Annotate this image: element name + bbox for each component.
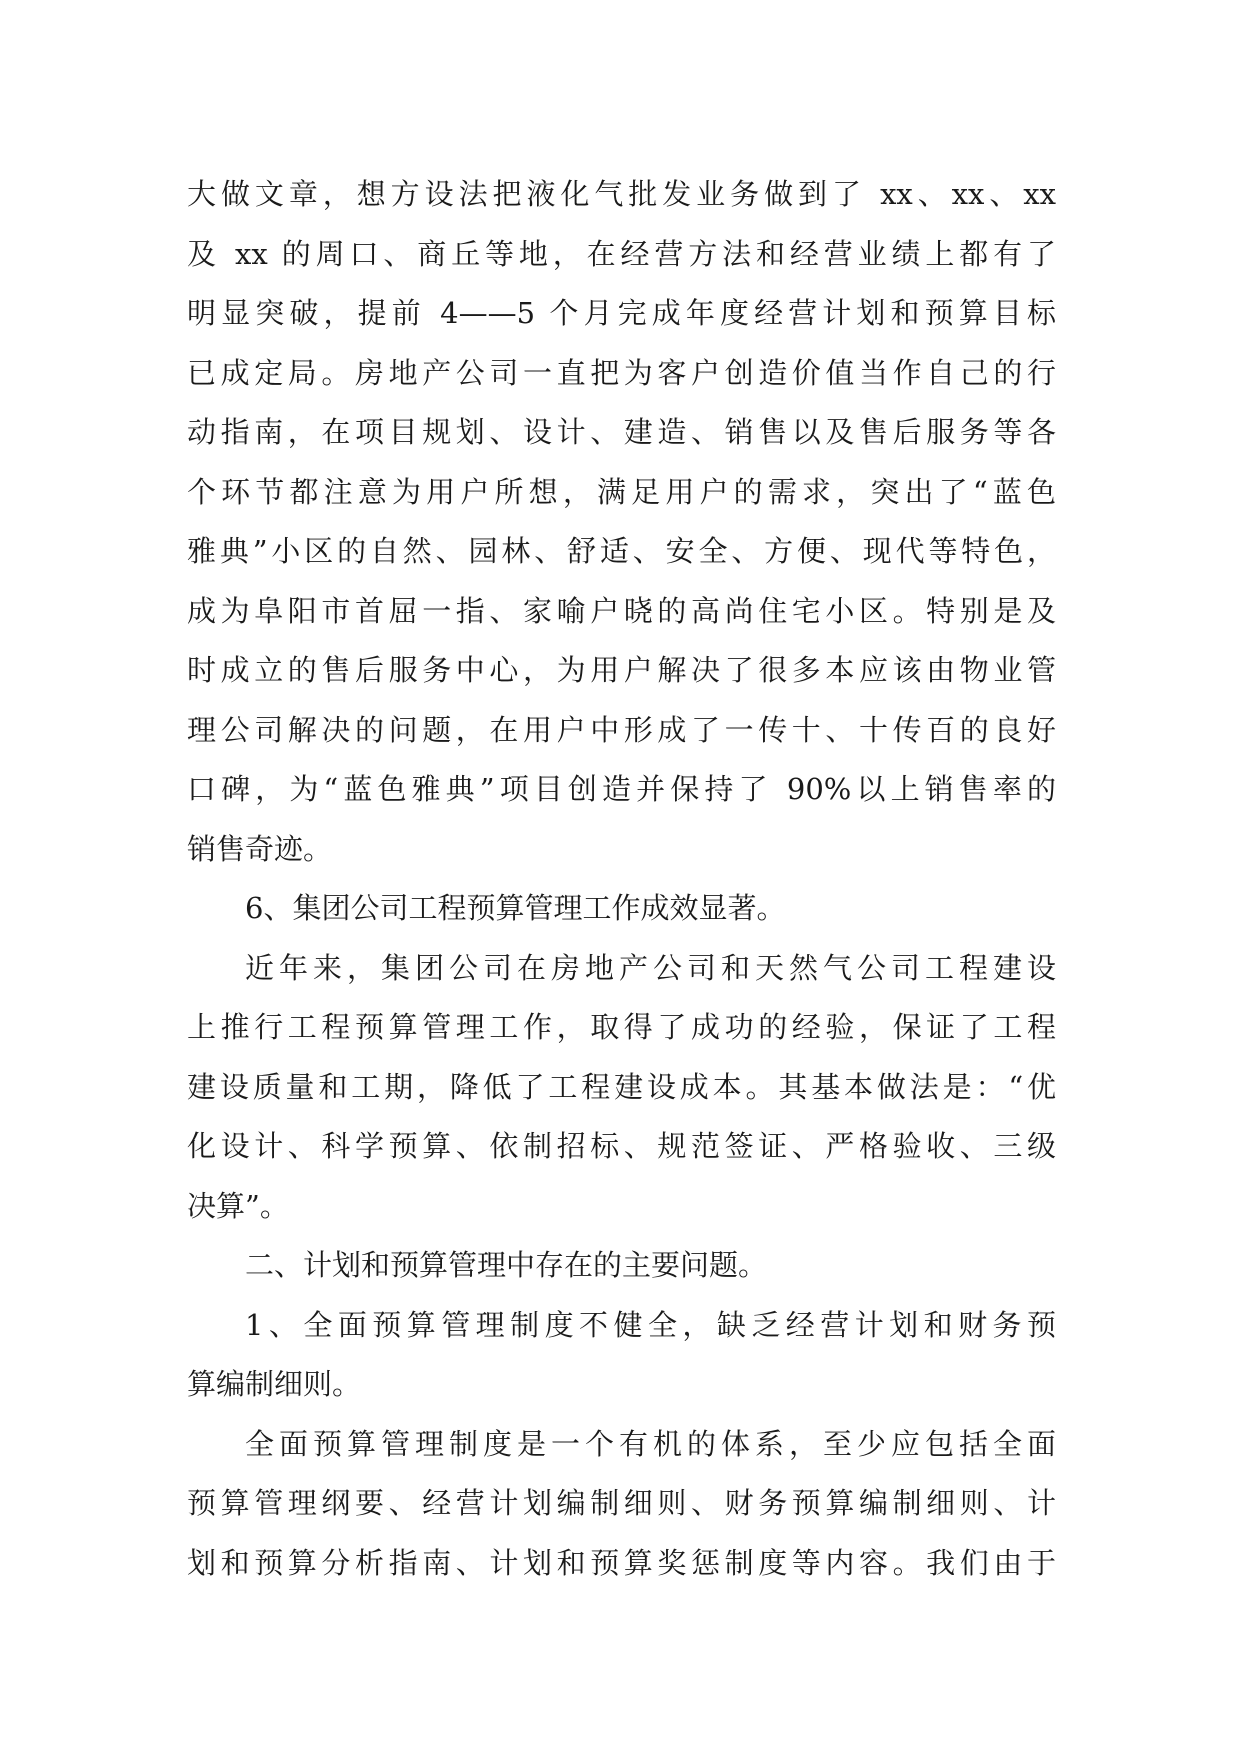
text-line: 大做文章，想方设法把液化气批发业务做到了 xx、xx、xx xyxy=(187,177,1056,211)
text-line: 建设质量和工期，降低了工程建设成本。其基本做法是：“优 xyxy=(187,1069,1056,1104)
text-line: 全面预算管理制度是一个有机的体系，至少应包括全面 xyxy=(245,1426,1056,1461)
text-line: 算编制细则。 xyxy=(187,1367,362,1401)
section-heading: 1、全面预算管理制度不健全，缺乏经营计划和财务预 xyxy=(245,1307,1056,1342)
text-line: 销售奇迹。 xyxy=(187,831,333,866)
text-line: 近年来，集团公司在房地产公司和天然气公司工程建设 xyxy=(245,950,1056,985)
text-line: 理公司解决的问题，在用户中形成了一传十、十传百的良好 xyxy=(187,712,1056,747)
text-line: 决算”。 xyxy=(187,1188,289,1223)
text-line: 时成立的售后服务中心，为用户解决了很多本应该由物业管 xyxy=(187,653,1056,687)
text-line: 划和预算分析指南、计划和预算奖惩制度等内容。我们由于 xyxy=(187,1545,1056,1580)
text-line: 及 xx 的周口、商丘等地，在经营方法和经营业绩上都有了 xyxy=(187,236,1056,271)
document-body xyxy=(187,165,1056,1593)
text-line: 预算管理纲要、经营计划编制细则、财务预算编制细则、计 xyxy=(187,1486,1056,1520)
text-line: 化设计、科学预算、依制招标、规范签证、严格验收、三级 xyxy=(187,1129,1056,1163)
text-line: 口碑，为“蓝色雅典”项目创造并保持了 90%以上销售率的 xyxy=(187,772,1056,806)
text-line: 成为阜阳市首屈一指、家喻户晓的高尚住宅小区。特别是及 xyxy=(187,593,1056,628)
text-line: 雅典”小区的自然、园林、舒适、安全、方便、现代等特色， xyxy=(187,534,1056,568)
text-line: 明显突破，提前 4——5 个月完成年度经营计划和预算目标 xyxy=(187,296,1056,330)
section-heading: 二、计划和预算管理中存在的主要问题。 xyxy=(245,1248,768,1282)
text-line: 已成定局。房地产公司一直把为客户创造价值当作自己的行 xyxy=(187,355,1056,390)
text-line: 上推行工程预算管理工作，取得了成功的经验，保证了工程 xyxy=(187,1010,1056,1044)
section-heading: 6、集团公司工程预算管理工作成效显著。 xyxy=(245,891,786,925)
text-line: 动指南，在项目规划、设计、建造、销售以及售后服务等各 xyxy=(187,415,1056,449)
text-line: 个环节都注意为用户所想，满足用户的需求，突出了“蓝色 xyxy=(187,474,1056,509)
